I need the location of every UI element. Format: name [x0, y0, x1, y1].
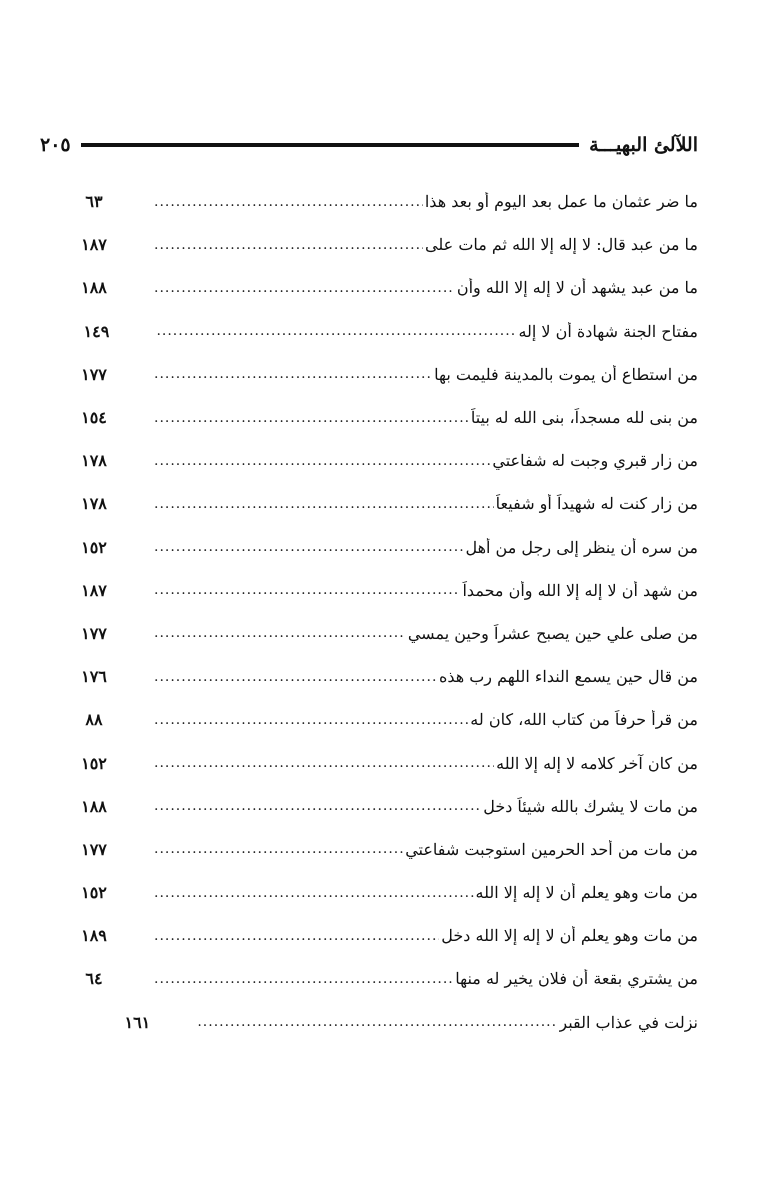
- entry-text: من قال حين يسمع النداء اللهم رب هذه: [438, 667, 698, 687]
- index-entry: [40, 310, 698, 353]
- running-header: [40, 128, 698, 162]
- entry-page-number: ١٨٧: [81, 235, 107, 255]
- index-list: [40, 180, 698, 1044]
- dot-leader: [154, 410, 469, 426]
- dot-leader: [154, 453, 490, 469]
- index-entry: [40, 526, 698, 569]
- entry-text: من صلى علي حين يصبح عشراً وحين يمسي: [407, 623, 698, 643]
- dot-leader: [197, 1014, 557, 1030]
- entry-text: نزلت في عذاب القبر: [559, 1012, 698, 1032]
- entry-text: ما من عبد قال: لا إله إلا الله ثم مات على: [425, 235, 698, 255]
- header-page-number: ٢٠٥: [40, 134, 71, 156]
- header-rule: [81, 143, 580, 147]
- entry-text: من قرأ حرفاً من كتاب الله، كان له: [470, 710, 698, 730]
- dot-leader: [154, 366, 432, 382]
- index-entry: [40, 353, 698, 396]
- dot-leader: [154, 928, 439, 944]
- entry-page-number: ٦٤: [85, 969, 103, 989]
- index-entry: [40, 612, 698, 655]
- entry-page-number: ١٧٧: [81, 623, 107, 643]
- index-entry: [40, 914, 698, 957]
- entry-page-number: ١٨٨: [81, 278, 107, 298]
- entry-page-number: ١٥٢: [81, 537, 107, 557]
- index-entry: [40, 396, 698, 439]
- entry-page-number: ١٧٨: [81, 451, 107, 471]
- entry-page-number: ٦٣: [85, 192, 103, 212]
- dot-leader: [154, 971, 453, 987]
- index-entry: [40, 957, 698, 1000]
- dot-leader: [154, 194, 423, 210]
- dot-leader: [154, 885, 474, 901]
- entry-page-number: ١٧٨: [81, 494, 107, 514]
- dot-leader: [154, 841, 403, 857]
- dot-leader: [154, 755, 494, 771]
- entry-page-number: ١٧٧: [81, 839, 107, 859]
- entry-page-number: ١٨٧: [81, 580, 107, 600]
- entry-text: من شهد أن لا إله إلا الله وأن محمداً: [462, 580, 698, 600]
- entry-page-number: ١٧٦: [81, 667, 107, 687]
- entry-page-number: ١٥٢: [81, 883, 107, 903]
- entry-text: من مات لا يشرك بالله شيئاً دخل: [483, 796, 698, 816]
- entry-text: من مات من أحد الحرمين استوجبت شفاعتي: [405, 839, 698, 859]
- index-entry: [40, 482, 698, 525]
- entry-text: من زار كنت له شهيداً أو شفيعاً: [495, 494, 698, 514]
- index-entry: [40, 828, 698, 871]
- entry-text: من سره أن ينظر إلى رجل من أهل: [465, 537, 698, 557]
- dot-leader: [154, 582, 460, 598]
- index-entry: [40, 785, 698, 828]
- dot-leader: [154, 539, 463, 555]
- header-title: اللآلئ البهيـــة: [589, 134, 698, 156]
- entry-text: من مات وهو يعلم أن لا إله إلا الله دخل: [441, 926, 698, 946]
- entry-text: ما ضر عثمان ما عمل بعد اليوم أو بعد هذا: [424, 192, 698, 212]
- index-entry: [40, 741, 698, 784]
- entry-page-number: ١٧٧: [81, 364, 107, 384]
- entry-text: من زار قبري وجبت له شفاعتي: [492, 451, 698, 471]
- dot-leader: [154, 625, 406, 641]
- entry-text: من كان آخر كلامه لا إله إلا الله: [496, 753, 698, 773]
- dot-leader: [154, 280, 455, 296]
- entry-page-number: ١٨٩: [81, 926, 107, 946]
- index-entry: [40, 439, 698, 482]
- entry-page-number: ١٥٢: [81, 753, 107, 773]
- entry-text: من بنى لله مسجداً، بنى الله له بيتاً: [470, 408, 698, 428]
- index-entry: [40, 223, 698, 266]
- entry-text: ما من عبد يشهد أن لا إله إلا الله وأن: [456, 278, 698, 298]
- dot-leader: [154, 669, 437, 685]
- index-entry: [40, 1001, 698, 1044]
- dot-leader: [154, 237, 423, 253]
- index-entry: [40, 871, 698, 914]
- entry-text: من مات وهو يعلم أن لا إله إلا الله: [475, 883, 698, 903]
- index-entry: [40, 180, 698, 223]
- index-entry: [40, 698, 698, 741]
- dot-leader: [154, 712, 468, 728]
- entry-text: مفتاح الجنة شهادة أن لا إله: [518, 321, 698, 341]
- index-entry: [40, 266, 698, 309]
- entry-text: من استطاع أن يموت بالمدينة فليمت بها: [434, 364, 698, 384]
- entry-page-number: ١٦١: [124, 1012, 151, 1032]
- entry-page-number: ١٤٩: [83, 321, 110, 341]
- entry-text: من يشتري بقعة أن فلان يخير له منها: [455, 969, 698, 989]
- dot-leader: [154, 496, 494, 512]
- dot-leader: [154, 798, 481, 814]
- entry-page-number: ٨٨: [85, 710, 103, 730]
- index-entry: [40, 655, 698, 698]
- index-entry: [40, 569, 698, 612]
- entry-page-number: ١٥٤: [81, 408, 107, 428]
- dot-leader: [156, 323, 516, 339]
- entry-page-number: ١٨٨: [81, 796, 107, 816]
